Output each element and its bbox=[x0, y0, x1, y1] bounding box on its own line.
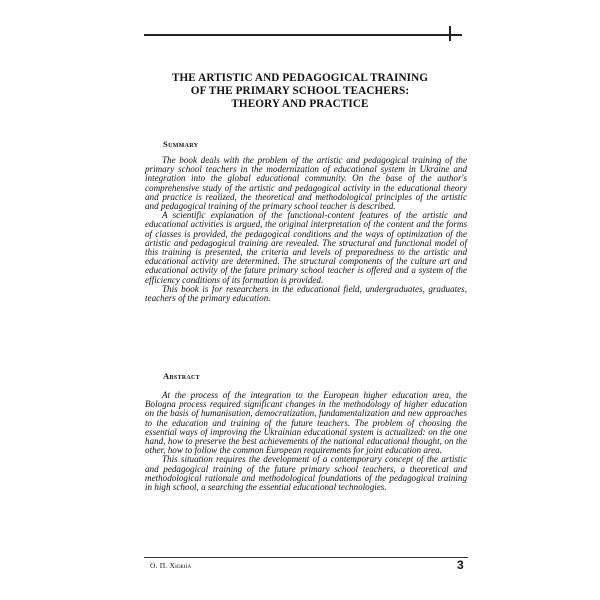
summary-text bbox=[145, 156, 467, 303]
title-line-1: THE ARTISTIC AND PEDAGOGICAL TRAINING bbox=[171, 72, 429, 84]
summary-paragraph-3: This book is for researchers in the educational field, undergraduates, graduates, teachers of the primary education. bbox=[145, 283, 467, 304]
page-title bbox=[150, 72, 450, 111]
top-rule bbox=[144, 34, 462, 36]
title-line-3: THEORY AND PRACTICE bbox=[231, 98, 369, 110]
footer-author: О. П. Хижна bbox=[150, 561, 192, 570]
summary-paragraph-1: The book deals with the problem of the artistic and pedagogical training of the primary school teachers in the modernization of educational system in Ukraine and integration into the global educational community. On the base of the author's comprehensive study of the artistic and pedagogical activity in the educational theory and practice is realized, the theoretical and methodological principles of the artistic and pedagogical training of the primary school teacher is described. bbox=[145, 155, 467, 212]
abstract-paragraph-2: This situation requires the development of a contemporary concept of the artistic and pedagogical training of the future primary school teachers, a theoretical and methodological rationale and methodological foundations of the pedagogical training in high school, a searching the essential educational technologies. bbox=[145, 454, 467, 493]
top-rule-tick bbox=[449, 26, 451, 41]
abstract-text bbox=[145, 391, 467, 492]
footer-rule bbox=[144, 557, 468, 558]
abstract-heading: Abstract bbox=[163, 371, 200, 381]
summary-heading: Summary bbox=[163, 139, 199, 149]
abstract-paragraph-1: At the process of the integration to the European higher education area, the Bologna process required significant changes in the methodology of higher education on the basis of humanisation, democratization, fundamentalization and new approaches to the education and training of the future teachers. The problem of choosing the essential ways of improving the Ukrainian educational system is actualized: on the one hand, how to preserve the best achievements of the national educational thought, on the other, how to follow the common European requirements for joint education area. bbox=[145, 390, 467, 456]
title-line-2: OF THE PRIMARY SCHOOL TEACHERS: bbox=[190, 85, 410, 97]
summary-paragraph-2: A scientific explanation of the functional-content features of the artistic and educational activities is argued, the original interpretation of the content and the forms of classes is provided, the pedagogical conditions and the ways of optimization of the artistic and pedagogical training are revealed. The structural and functional model of this training is presented, the criteria and levels of preparedness to the artistic and educational activity are determined. The structural components of the culture art and educational activity of the future primary school teacher is offered and a system of the efficiency conditions of its formation is provided. bbox=[145, 210, 467, 285]
page-number: 3 bbox=[457, 558, 464, 572]
